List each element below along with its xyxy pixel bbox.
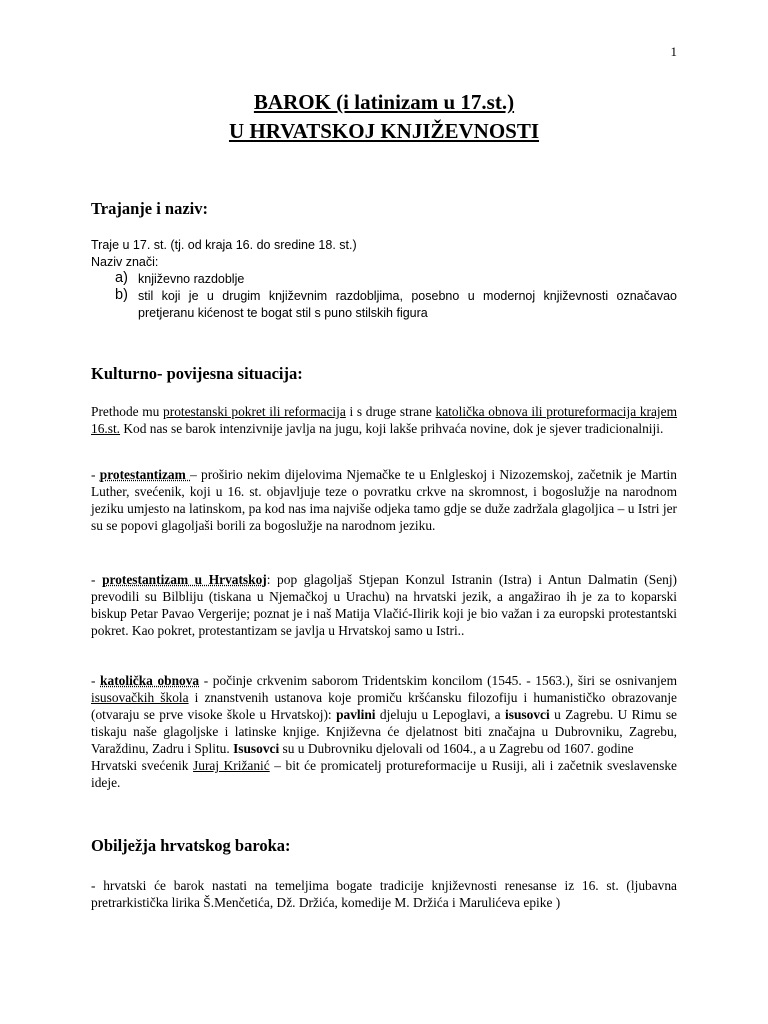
list-item: [91, 288, 677, 322]
paragraph-protestantizam: [91, 466, 677, 534]
trajanje-line-2: Naziv znači:: [91, 255, 159, 269]
document-title-line-1: BAROK (i latinizam u 17.st.): [253, 90, 515, 114]
bold-term: Isusovci: [233, 741, 280, 756]
list-item: [91, 271, 677, 288]
bullet-dash: -: [91, 572, 103, 587]
paragraph-protestantizam-hrvatska: [91, 571, 677, 639]
bold-term: katolička obnova: [100, 673, 200, 688]
text-run: Kod nas se barok intenzivnije javlja na jugu, koji lakše prihvaća novine, dok je sjever tradicionalniji.: [120, 421, 664, 436]
underlined-term: katolička obnova ili protureformacija krajem 16.st.: [91, 404, 678, 436]
section-heading-obiljezja: Obilježja hrvatskog baroka:: [91, 836, 291, 855]
underlined-term: Juraj Križanić: [193, 758, 270, 773]
text-run: su u Dubrovniku djelovali od 1604., a u Zagrebu od 1607. godine: [279, 741, 634, 756]
list-item-text: književno razdoblje: [138, 272, 245, 286]
text-run: – bit će promicatelj protureformacije u Rusiji, ali i začetnik sveslavenske ideje.: [91, 758, 677, 790]
list-item-text: stil koji je u drugim književnim razdobljima, posebno u modernoj književnosti označavao pretjeranu kićenost te bogat stil s puno stilskih figura: [138, 289, 677, 320]
section-heading-trajanje: Trajanje i naziv:: [91, 199, 209, 218]
bold-term: pavlini: [336, 707, 376, 722]
text-run: djeluju u Lepoglavi, a: [375, 707, 506, 722]
paragraph-text: - hrvatski će barok nastati na temeljima bogate tradicije književnosti renesanse iz 16. st. (ljubavna pretrarkistička lirika Š.Menčetića, Dž. Držića, komedije M. Držića i Marulićeva epike ): [91, 878, 677, 910]
bold-term: isusovci: [505, 707, 550, 722]
section-trajanje-body: [91, 237, 677, 322]
list-marker: b): [115, 287, 128, 303]
text-run: i znanstvenih ustanova koje promiču kršćansku filozofiju i humanističko obrazovanje (otvaraju se prve visoke škole u Hrvatskoj):: [91, 690, 677, 722]
bold-term: protestantizam: [99, 467, 191, 482]
text-run: - počinje crkvenim saborom Tridentskim koncilom (1545. - 1563.), širi se osnivanjem: [199, 673, 677, 688]
text-run: u Zagrebu. U Rimu se tiskaju naše glagoljske i latinske knjige. Književna će djelatnost biti značajna u Dubrovniku, Zagrebu, Varaždinu, Zadru i Splitu.: [91, 707, 677, 756]
section-heading-kulturno: Kulturno- povijesna situacija:: [91, 364, 303, 383]
underlined-term: protestanski pokret ili reformacija: [163, 404, 346, 419]
text-run: Hrvatski svećenik: [91, 758, 194, 773]
trajanje-line-1: Traje u 17. st. (tj. od kraja 16. do sredine 18. st.): [91, 238, 357, 252]
bold-term: protestantizam u Hrvatskoj: [102, 572, 267, 587]
document-title-line-2: U HRVATSKOJ KNJIŽEVNOSTI: [228, 119, 540, 143]
text-run: i s druge strane: [345, 404, 436, 419]
bullet-dash: -: [91, 467, 100, 482]
page-number: 1: [670, 44, 677, 59]
bullet-dash: -: [91, 673, 101, 688]
list-marker: a): [115, 270, 128, 286]
paragraph-katolicka-obnova: [91, 672, 677, 791]
paragraph-obiljezja: [91, 877, 677, 911]
text-run: Prethode mu: [91, 404, 164, 419]
text-run: : pop glagoljaš Stjepan Konzul Istranin (Istra) i Antun Dalmatin (Senj) prevodili su Bilbliju (tiskana u Njemačkoj u Urachu) na hrvatski jezik, a angažirao ih je za to koparski biskup Petar Pavao Vergerije; poznat je i naš Matija Vlačić-Ilirik koji je bio važan i za europski protestantski pokret. Kao pokret, protestantizam se javlja u Hrvatskoj samo u Istri..: [91, 572, 678, 638]
text-run: – proširio nekim dijelovima Njemačke te u Enlgleskoj i Nizozemskoj, začetnik je Martin Luther, svećenik, koji u 16. st. objavljuje teze o povratku crkve na skromnost, i bogoslužje na narodnom jeziku umjesto na latinskom, pa kod nas ima najviše odjeka tamo gdje se duže zadržala glagoljica – u Istri jer su se popovi glagoljaši borili za bogoslužje na narodnom jeziku.: [91, 467, 677, 533]
paragraph-prethode: [91, 403, 677, 437]
underlined-term: isusovačkih škola: [91, 690, 189, 705]
